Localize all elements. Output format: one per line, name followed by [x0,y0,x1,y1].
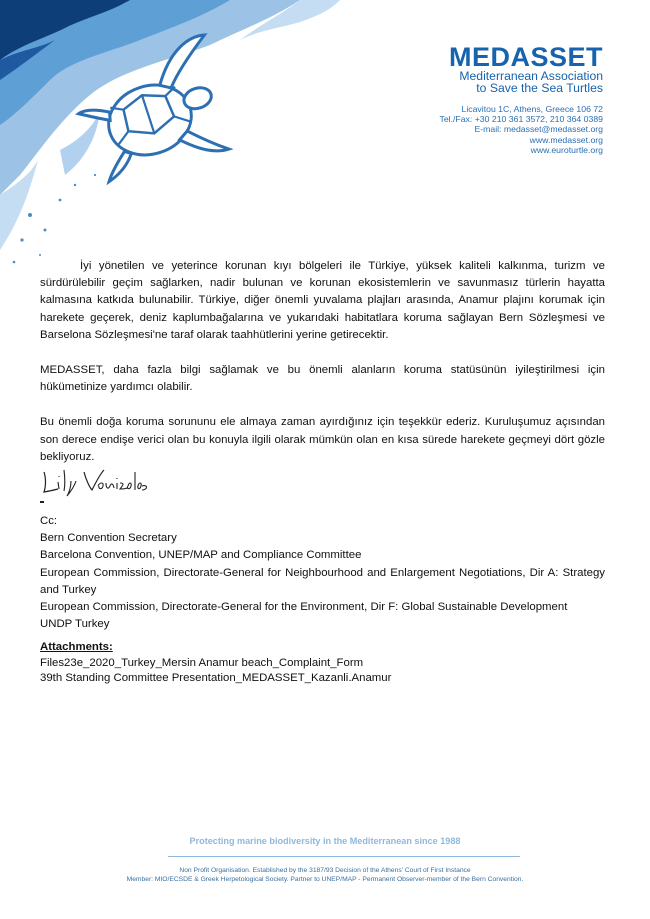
attachment-file: 39th Standing Committee Presentation_MEDASSET_Kazanli.Anamur [40,672,392,685]
footer-line-1: Non Profit Organisation. Established by the 3187/93 Decision of the Athens' Court of First Instance [179,867,471,874]
org-subtitle-2: to Save the Sea Turtles [476,81,603,95]
attachments-title: Attachments: [40,641,113,653]
footer-divider [168,856,520,857]
address: Licavitou 1C, Athens, Greece 106 72 [461,104,603,114]
paragraph-2: MEDASSET, daha fazla bilgi sağlamak ve bu önemli alanların koruma statüsünün iyileştirilmesi için hükümetinize yardımcı olabilir. [40,364,605,394]
website-link-euroturtle[interactable]: www.euroturtle.org [530,144,603,155]
phone: Tel./Fax: +30 210 361 3572, 210 364 0389 [439,114,603,125]
footer-info [0,866,650,884]
letterhead [439,44,603,155]
cc-recipient: Bern Convention Secretary [40,532,177,545]
letter-body [40,258,605,484]
separator-dash [40,501,44,503]
footer-line-2: Member: MIO/ECSDE & Greek Herpetological Society. Partner to UNEP/MAP - Permanent Observer-member of the Bern Convention. [126,876,524,883]
attachment-file: Files23e_2020_Turkey_Mersin Anamur beach_Complaint_Form [40,656,364,669]
signature [38,464,150,498]
cc-recipient: European Commission, Directorate-General for Neighbourhood and Enlargement Negotiations, Dir A: Strategy and Turkey [40,566,605,596]
footer-tagline: Protecting marine biodiversity in the Mediterranean since 1988 [189,836,461,846]
cc-label: Cc: [40,515,58,527]
cc-section [40,513,605,633]
contact-details [439,104,603,155]
paragraph-1: İyi yönetilen ve yeterince korunan kıyı bölgeleri ile Türkiye, yüksek kaliteli kalkınma, turizm ve sürdürülebilir geçim sağlarken, nadir bulunan ve korunan ekosistemlerin ve savunmasız türlerin hayatta kalmasına katkıda bulunabilir. Türkiye, diğer önemli yuvalama plajları arasında, Anamur plajını korumak için harekete geçerek, deniz kaplumbağalarına ve yukarıdaki habitatlara koruma sağlayan Bern Sözleşmesi ve Barselona Sözleşmesi'ne taraf olarak taahhütlerini yerine getirecektir. [40,260,605,341]
attachments-section [40,640,605,687]
org-name: MEDASSET [448,42,603,72]
org-subtitle-1: Mediterranean Association [459,69,603,83]
website-link-medasset[interactable]: www.medasset.org [529,134,603,145]
email-link[interactable]: E-mail: medasset@medasset.org [474,124,603,135]
paragraph-3: Bu önemli doğa koruma sorununu ele almaya zaman ayırdığınız için teşekkür ederiz. Kuruluşumuz açısından son derece endişe verici olan bu konuyla ilgili olarak mümkün olan en kısa sürede harekete geçmeyi dört gözle bekliyoruz. [40,416,605,463]
cc-recipient: Barcelona Convention, UNEP/MAP and Compliance Committee [40,549,362,562]
cc-recipient: UNDP Turkey [40,618,110,631]
header-wave-artwork [0,0,470,270]
cc-recipient: European Commission, Directorate-General for the Environment, Dir F: Global Sustainable Development [40,601,568,614]
